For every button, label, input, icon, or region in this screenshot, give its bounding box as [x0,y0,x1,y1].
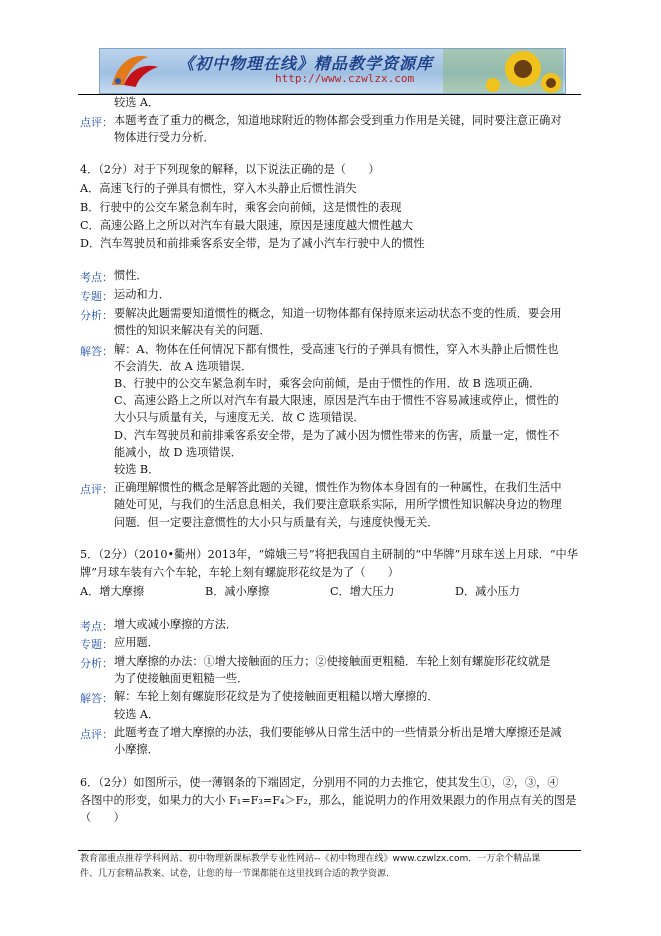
site-logo-icon [104,51,162,91]
q5-option: D．减小压力 [455,585,520,598]
site-title: 《初中物理在线》精品教学资源库 [178,54,434,73]
sunflower-icon [443,49,563,93]
q5-fenxi-label: 分析： [80,657,113,670]
q4-dianping-line: 正确理解惯性的概念是解答此题的关键，惯性作为物体本身固有的一种属性，在我们生活中 [114,481,562,494]
q4-fenxi-label: 分析： [80,309,113,322]
q5-jieda-line: 解：车轮上刻有螺旋形花纹是为了使接触面更粗糙以增大摩擦的． [114,690,439,703]
q4-option: A．高速飞行的子弹具有惯性，穿入木头静止后惯性消失 [80,182,357,195]
q6-stem: 各图中的形变，如果力的大小 F₁=F₃=F₄＞F₂，那么，能说明力的作用效果跟力的作用点有关的图是 [80,794,577,807]
q5-kaodian: 增大或减小摩擦的方法． [114,618,238,631]
q4-jieda-line: 不会消失．故 A 选项错误． [114,360,253,373]
q4-jieda-line: 解：A、物体在任何情况下都有惯性，受高速飞行的子弹具有惯性，穿入木头静止后惯性也 [114,343,559,356]
comment-line: 物体进行受力分析． [114,131,215,144]
q5-fenxi-line: 增大摩擦的办法：①增大接触面的压力；②使接触面更粗糙．车轮上刻有螺旋形花纹就是 [114,655,551,668]
q5-zhuanti-label: 专题： [80,638,113,651]
q4-jieda-line: B、行驶中的公交车紧急刹车时，乘客会向前倾，是由于惯性的作用．故 B 选项正确． [114,377,541,390]
comment-label: 点评： [80,116,113,129]
q4-jieda-line: 能减小，故 D 选项错误． [114,446,242,459]
q4-jieda-line: C、高速公路上之所以对汽车有最大限速，原因是汽车由于惯性不容易减速或停止，惯性的 [114,394,559,407]
header-banner [99,48,566,94]
q4-zhuanti-label: 专题： [80,290,113,303]
q6-stem: （ ） [80,811,125,824]
q4-option: C．高速公路上之所以对汽车有最大限速，原因是速度越大惯性越大 [80,219,413,232]
q4-jieda-line: 大小只与质量有关，与速度无关．故 C 选项错误． [114,411,365,424]
q4-dianping-line: 问题．但一定要注意惯性的大小只与质量有关，与速度快慢无关． [114,516,439,529]
page-footer [80,852,583,882]
q4-dianping-label: 点评： [80,483,113,496]
comment-line: 本题考查了重力的概念，知道地球附近的物体都会受到重力作用是关键，同时要注意正确对 [114,114,562,127]
q6-stem: 6．（2分）如图所示，使一薄钢条的下端固定，分别用不同的力去推它，使其发生①，②，③，④ [80,776,559,789]
q5-jieda-label: 解答： [80,692,113,705]
q5-zhuanti: 应用题． [114,636,159,649]
q5-stem: 5．（2分）（2010•衢州）2013年，“嫦娥三号”将把我国自主研制的“中华牌”月球车送上月球．“中华 [80,548,578,561]
q5-option: A．增大摩擦 [80,585,145,598]
q5-option: C．增大压力 [330,585,395,598]
q4-option: B．行驶中的公交车紧急刹车时，乘客会向前倾，这是惯性的表现 [80,201,402,214]
q4-jieda-line: 较选 B． [114,463,160,476]
answer-line: 较选 A． [114,96,160,109]
q5-stem: 牌”月球车装有六个车轮，车轮上刻有螺旋形花纹是为了（ ） [80,566,399,579]
header-divider [78,94,581,95]
site-url[interactable]: http://www.czwlzx.com [275,72,415,85]
q5-kaodian-label: 考点： [80,620,113,633]
q4-option: D．汽车驾驶员和前排乘客系安全带，是为了减小汽车行驶中人的惯性 [80,237,425,250]
q4-kaodian-label: 考点： [80,271,113,284]
q4-jieda-label: 解答： [80,345,113,358]
q4-kaodian: 惯性． [114,269,148,282]
footer-line: 教育部重点推荐学科网站、初中物理新课标教学专业性网站--《初中物理在线》www.czwlzx.com．一万余个精品课 [80,854,541,864]
q4-stem: 4．（2分）对于下列现象的解释，以下说法正确的是（ ） [80,163,380,176]
q5-option: B．减小摩擦 [205,585,270,598]
q4-zhuanti: 运动和力． [114,288,170,301]
q4-jieda-line: D、汽车驾驶员和前排乘客系安全带，是为了减小因为惯性带来的伤害，质量一定，惯性不 [114,429,560,442]
q5-dianping-line: 小摩擦． [114,743,159,756]
footer-divider [78,850,581,851]
footer-line: 件、几万套精品教案、试卷，让您的每一节课都能在这里找到合适的教学资源． [80,869,396,879]
q5-jieda-line: 较选 A． [114,708,160,721]
q5-fenxi-line: 为了使接触面更粗糙一些． [114,672,249,685]
q4-dianping-line: 随处可见，与我们的生活息息相关，我们要注意联系实际，用所学惯性知识解决身边的物理 [114,498,562,511]
q4-fenxi-line: 惯性的知识来解决有关的问题． [114,324,271,337]
q4-fenxi-line: 要解决此题需要知道惯性的概念，知道一切物体都有保持原来运动状态不变的性质．要会用 [114,307,562,320]
q5-dianping-label: 点评： [80,728,113,741]
q5-dianping-line: 此题考查了增大摩擦的办法，我们要能够从日常生活中的一些情景分析出是增大摩擦还是减 [114,726,562,739]
